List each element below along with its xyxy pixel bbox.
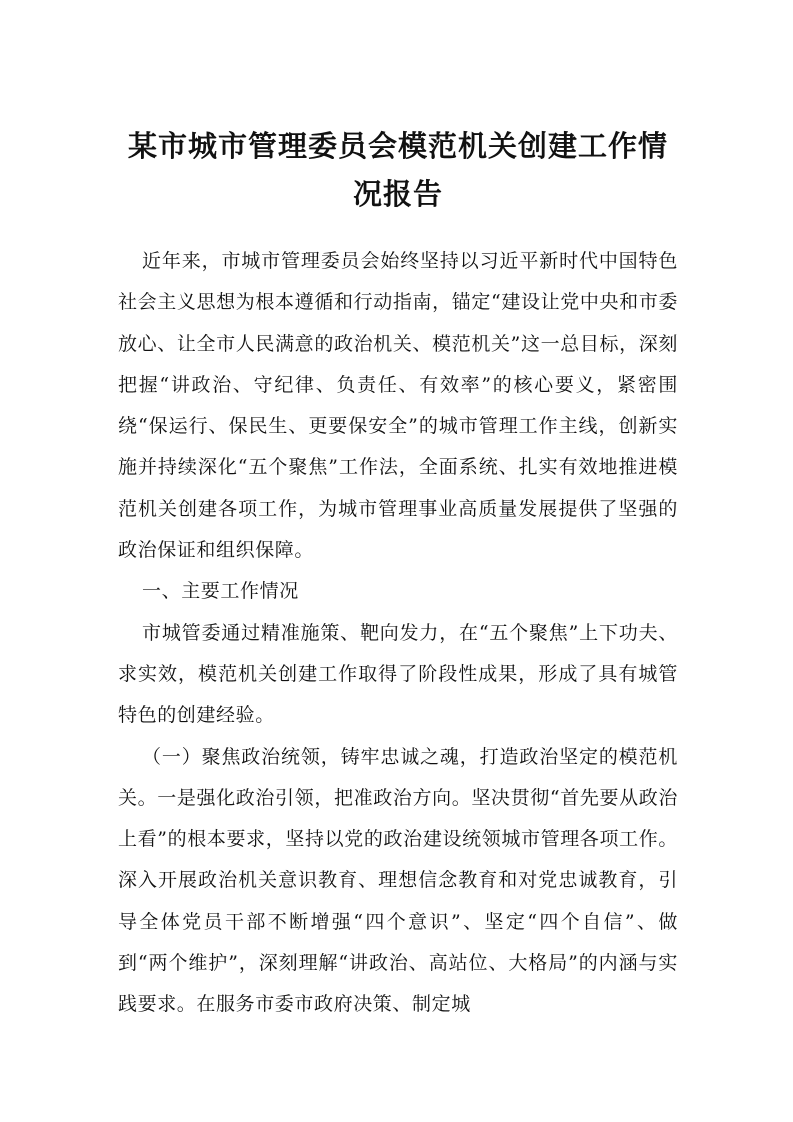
document-body [118, 241, 678, 1026]
subsection1-paragraph: （一）聚焦政治统领，铸牢忠诚之魂，打造政治坚定的模范机关。一是强化政治引领，把准政治方向。坚决贯彻“首先要从政治上看”的根本要求，坚持以党的政治建设统领城市管理各项工作。深入开展政治机关意识教育、理想信念教育和对党忠诚教育，引导全体党员干部不断增强“四个意识”、坚定“四个自信”、做到“两个维护”，深刻理解“讲政治、高站位、大格局”的内涵与实践要求。在服务市委市政府决策、制定城 [118, 745, 678, 1016]
document-title: 某市城市管理委员会模范机关创建工作情况报告 [127, 129, 668, 211]
section1-paragraph: 市城管委通过精准施策、靶向发力，在“五个聚焦”上下功夫、求实效，模范机关创建工作取得了阶段性成果，形成了具有城管特色的创建经验。 [118, 621, 678, 727]
section-heading-1: 一、主要工作情况 [142, 580, 299, 603]
intro-paragraph: 近年来，市城市管理委员会始终坚持以习近平新时代中国特色社会主义思想为根本遵循和行动指南，锚定“建设让党中央和市委放心、让全市人民满意的政治机关、模范机关”这一总目标，深刻把握“讲政治、守纪律、负责任、有效率”的核心要义，紧密围绕“保运行、保民生、更要保安全”的城市管理工作主线，创新实施并持续深化“五个聚焦”工作法，全面系统、扎实有效地推进模范机关创建各项工作，为城市管理事业高质量发展提供了坚强的政治保证和组织保障。 [118, 250, 678, 562]
